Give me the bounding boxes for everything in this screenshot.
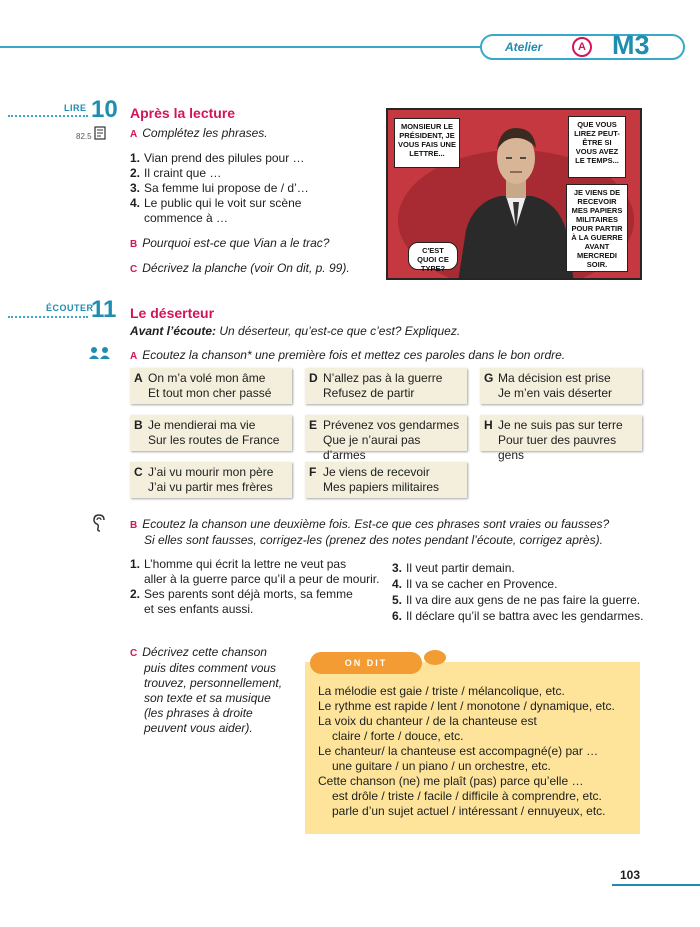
list-item: 1. L’homme qui écrit la lettre ne veut pas aller à la guerre parce qu’il a peur de mourir.	[130, 557, 380, 586]
header-rule	[0, 46, 490, 48]
instruction-11b: B Ecoutez la chanson une deuxième fois. Est-ce que ces phrases sont vraies ou fausses? Si elles sont fausses, corrigez-les (prenez des notes pendant l’écoute, corrigez après).	[130, 517, 610, 547]
section-dots	[8, 115, 88, 117]
instruction-11c: C Décrivez cette chanson puis dites comment vous trouvez, personnellement, son texte et sa musique (les phrases à droite peuvent vous aider).	[130, 645, 283, 735]
lyric-card: F Je viens de recevoir Mes papiers militaires	[305, 462, 467, 498]
header-badge: A	[572, 37, 592, 57]
tf-list-left	[130, 557, 379, 617]
ear-icon	[92, 514, 108, 532]
lyric-card: H Je ne suis pas sur terre Pour tuer des pauvres gens	[480, 415, 642, 451]
speech-bubble: C'EST QUOI CE TYPE?	[408, 242, 458, 270]
section-tag-ecouter: ÉCOUTER	[46, 303, 94, 313]
on-dit-text: La mélodie est gaie / triste / mélancolique, etc. Le rythme est rapide / lent / monotone / dynamique, etc. La voix du chanteur / de la chanteuse est claire / forte / douce, etc. Le chanteur/ la chanteuse est accompagné(e) par … une guitare / un piano / un orchestre, etc. Cette chanson (ne) me plaît (pas) parce qu’elle … est drôle / triste / facile / difficile à comprendre, etc. parle d’un sujet actuel / intéressant / ennuyeux, etc.	[318, 684, 615, 818]
comic-panel	[386, 108, 642, 280]
header-module: M3	[612, 30, 650, 60]
section-tag-lire: LIRE	[64, 103, 87, 113]
lyric-card: A On m’a volé mon âme Et tout mon cher passé	[130, 368, 292, 404]
header-atelier: Atelier	[505, 40, 543, 54]
list-item: 5. Il va dire aux gens de ne pas faire la guerre.	[392, 593, 641, 607]
on-dit-label: ON DIT	[310, 652, 422, 674]
list-item: 2. Il craint que …	[130, 166, 222, 180]
lyric-card: D N’allez pas à la guerre Refusez de partir	[305, 368, 467, 404]
tf-list-right	[392, 560, 643, 624]
page-number-rule	[612, 884, 700, 886]
list-item: 1. Vian prend des pilules pour …	[130, 151, 305, 165]
instruction-10a: A Complétez les phrases.	[130, 126, 268, 140]
instruction-10c: C Décrivez la planche (voir On dit, p. 99).	[130, 261, 350, 275]
lyric-card: G Ma décision est prise Je m’en vais déserter	[480, 368, 642, 404]
list-item: 3. Sa femme lui propose de / d’…	[130, 181, 309, 195]
lyric-card: B Je mendierai ma vie Sur les routes de France	[130, 415, 292, 451]
book-audio-icon	[94, 126, 106, 140]
list-item: 4. Il va se cacher en Provence.	[392, 577, 558, 591]
list-10	[130, 151, 309, 226]
speech-bubble: JE VIENS DE RECEVOIR MES PAPIERS MILITAIRES POUR PARTIR À LA GUERRE AVANT MERCREDI SOIR.	[566, 184, 628, 272]
lyric-card: E Prévenez vos gendarmes Que je n’aurai pas d’armes	[305, 415, 467, 451]
pair-work-icon	[88, 346, 112, 360]
section-number-10: 10	[91, 96, 118, 123]
section-title-10: Après la lecture	[130, 105, 236, 121]
section-title-11: Le déserteur	[130, 305, 215, 321]
list-item: 2. Ses parents sont déjà morts, sa femme et ses enfants aussi.	[130, 587, 353, 616]
list-item: 3. Il veut partir demain.	[392, 561, 515, 575]
list-item: 6. Il déclare qu’il se battra avec les gendarmes.	[392, 609, 644, 623]
section-number-11: 11	[91, 296, 117, 323]
track-number: 82.5	[76, 132, 92, 141]
instruction-11a: A Ecoutez la chanson* une première fois et mettez ces paroles dans le bon ordre.	[130, 348, 566, 362]
list-item: 4. Le public qui le voit sur scène commence à …	[130, 196, 302, 225]
page-number: 103	[620, 868, 641, 882]
speech-bubble-icon	[424, 650, 446, 665]
lyric-card: C J’ai vu mourir mon père J’ai vu partir mes frères	[130, 462, 292, 498]
instruction-10b: B Pourquoi est-ce que Vian a le trac?	[130, 236, 330, 250]
avant-ecoute: Avant l’écoute: Un déserteur, qu’est-ce que c’est? Expliquez.	[130, 324, 461, 338]
speech-bubble: QUE VOUS LIREZ PEUT-ÊTRE SI VOUS AVEZ LE TEMPS...	[568, 116, 626, 178]
section-dots	[8, 316, 88, 318]
speech-bubble: MONSIEUR LE PRÉSIDENT, JE VOUS FAIS UNE LETTRE...	[394, 118, 460, 168]
